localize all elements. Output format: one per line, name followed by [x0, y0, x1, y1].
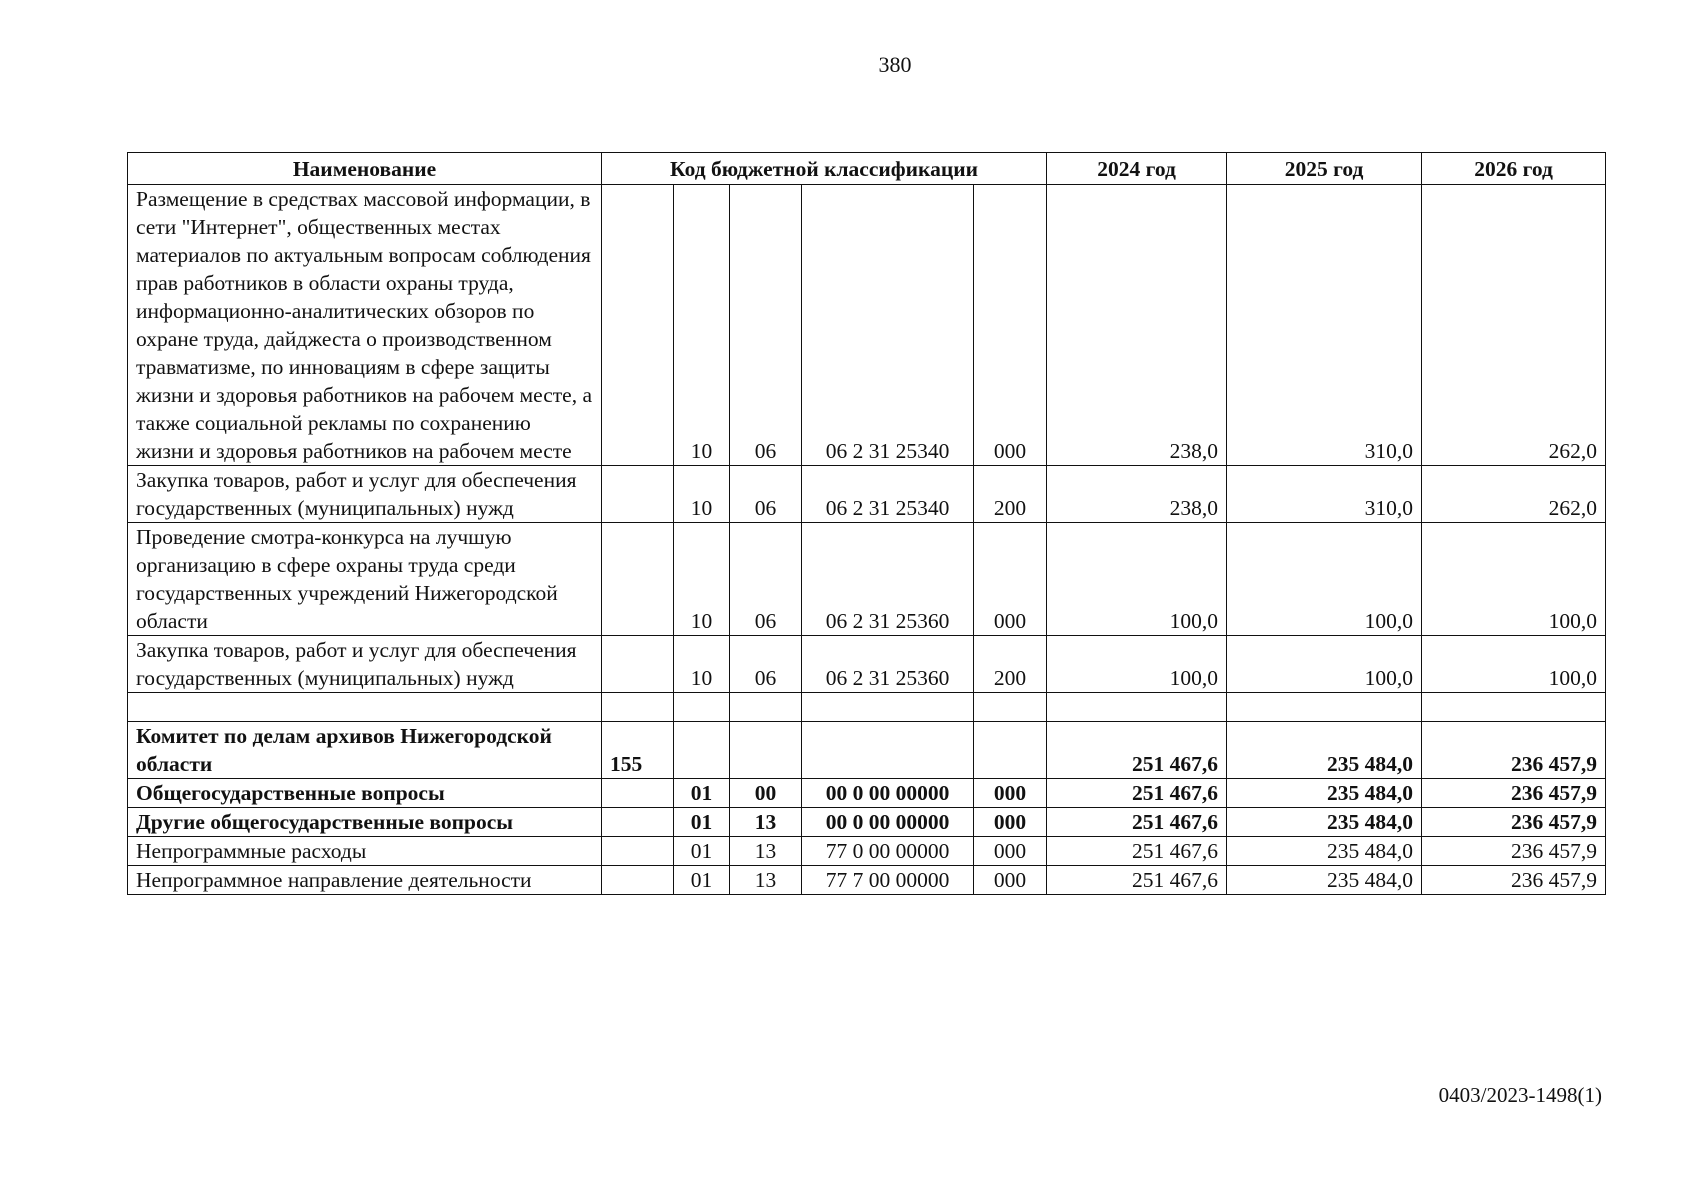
- cell-name: Другие общегосударственные вопросы: [128, 808, 602, 837]
- cell-subsection: 13: [730, 808, 802, 837]
- cell-grbs: [602, 779, 674, 808]
- cell-subsection: 06: [730, 185, 802, 466]
- table-body: [128, 185, 1606, 895]
- table-row: [128, 722, 1606, 779]
- cell-name: [128, 693, 602, 722]
- cell-subsection: 06: [730, 523, 802, 636]
- cell-2025: 235 484,0: [1227, 866, 1422, 895]
- cell-section: 01: [674, 837, 730, 866]
- cell-2026: 262,0: [1422, 466, 1606, 523]
- cell-expense-type: 200: [974, 636, 1047, 693]
- cell-2026: 236 457,9: [1422, 866, 1606, 895]
- cell-section: 01: [674, 866, 730, 895]
- cell-2025: 100,0: [1227, 636, 1422, 693]
- page-number: 380: [878, 52, 912, 77]
- cell-name: Комитет по делам архивов Нижегородской области: [128, 722, 602, 779]
- cell-section: [674, 693, 730, 722]
- cell-subsection: [730, 693, 802, 722]
- cell-subsection: 13: [730, 837, 802, 866]
- cell-name: Закупка товаров, работ и услуг для обеспечения государственных (муниципальных) нужд: [128, 636, 602, 693]
- cell-name: Непрограммное направление деятельности: [128, 866, 602, 895]
- cell-target-article: 77 0 00 00000: [802, 837, 974, 866]
- table-row: [128, 693, 1606, 722]
- cell-grbs: [602, 866, 674, 895]
- cell-expense-type: 000: [974, 837, 1047, 866]
- cell-name: Размещение в средствах массовой информации, в сети "Интернет", общественных местах материалов по актуальным вопросам соблюдения прав работников в области охраны труда, информационно-аналитических обзоров по охране труда, дайджеста о производственном травматизме, по инновациям в сфере защиты жизни и здоровья работников на рабочем месте, а также социальной рекламы по сохранению жизни и здоровья работников на рабочем месте: [128, 185, 602, 466]
- cell-expense-type: 000: [974, 779, 1047, 808]
- cell-name: Общегосударственные вопросы: [128, 779, 602, 808]
- cell-target-article: 00 0 00 00000: [802, 779, 974, 808]
- cell-2026: 262,0: [1422, 185, 1606, 466]
- cell-section: 01: [674, 808, 730, 837]
- cell-subsection: [730, 722, 802, 779]
- cell-2025: 100,0: [1227, 523, 1422, 636]
- cell-2025: 235 484,0: [1227, 808, 1422, 837]
- cell-target-article: [802, 693, 974, 722]
- cell-grbs: [602, 185, 674, 466]
- cell-2024: 251 467,6: [1047, 722, 1227, 779]
- header-2025: 2025 год: [1227, 153, 1422, 185]
- cell-2024: 100,0: [1047, 636, 1227, 693]
- cell-grbs: [602, 466, 674, 523]
- table-row: [128, 466, 1606, 523]
- cell-2026: 100,0: [1422, 523, 1606, 636]
- cell-grbs: [602, 523, 674, 636]
- cell-grbs: [602, 636, 674, 693]
- cell-name: Закупка товаров, работ и услуг для обеспечения государственных (муниципальных) нужд: [128, 466, 602, 523]
- cell-2024: 238,0: [1047, 185, 1227, 466]
- cell-2025: 310,0: [1227, 466, 1422, 523]
- cell-2024: 251 467,6: [1047, 837, 1227, 866]
- cell-target-article: 06 2 31 25340: [802, 466, 974, 523]
- cell-2024: 251 467,6: [1047, 866, 1227, 895]
- budget-table: [127, 152, 1606, 895]
- cell-subsection: 06: [730, 466, 802, 523]
- cell-subsection: 00: [730, 779, 802, 808]
- cell-2026: [1422, 693, 1606, 722]
- cell-grbs: 155: [602, 722, 674, 779]
- cell-target-article: 06 2 31 25360: [802, 636, 974, 693]
- cell-target-article: 77 7 00 00000: [802, 866, 974, 895]
- cell-target-article: 06 2 31 25360: [802, 523, 974, 636]
- table-row: [128, 779, 1606, 808]
- cell-2024: 100,0: [1047, 523, 1227, 636]
- table-row: [128, 636, 1606, 693]
- cell-expense-type: 200: [974, 466, 1047, 523]
- cell-2024: [1047, 693, 1227, 722]
- cell-name: Непрограммные расходы: [128, 837, 602, 866]
- cell-expense-type: 000: [974, 185, 1047, 466]
- cell-section: [674, 722, 730, 779]
- cell-section: 10: [674, 466, 730, 523]
- cell-2025: 235 484,0: [1227, 722, 1422, 779]
- header-2026: 2026 год: [1422, 153, 1606, 185]
- cell-subsection: 13: [730, 866, 802, 895]
- table-row: [128, 837, 1606, 866]
- cell-section: 01: [674, 779, 730, 808]
- cell-2025: [1227, 693, 1422, 722]
- cell-name: Проведение смотра-конкурса на лучшую организацию в сфере охраны труда среди государственных учреждений Нижегородской области: [128, 523, 602, 636]
- header-2024: 2024 год: [1047, 153, 1227, 185]
- cell-2026: 236 457,9: [1422, 808, 1606, 837]
- cell-2024: 251 467,6: [1047, 779, 1227, 808]
- cell-section: 10: [674, 636, 730, 693]
- document-code: 0403/2023-1498(1): [1438, 1083, 1602, 1107]
- cell-2024: 251 467,6: [1047, 808, 1227, 837]
- cell-expense-type: 000: [974, 866, 1047, 895]
- cell-grbs: [602, 808, 674, 837]
- table-row: [128, 523, 1606, 636]
- cell-section: 10: [674, 523, 730, 636]
- cell-2026: 100,0: [1422, 636, 1606, 693]
- cell-section: 10: [674, 185, 730, 466]
- cell-target-article: 00 0 00 00000: [802, 808, 974, 837]
- cell-expense-type: [974, 693, 1047, 722]
- header-name: Наименование: [128, 153, 602, 185]
- cell-2025: 235 484,0: [1227, 779, 1422, 808]
- cell-expense-type: 000: [974, 808, 1047, 837]
- cell-2024: 238,0: [1047, 466, 1227, 523]
- table-row: [128, 866, 1606, 895]
- table-header-row: [128, 153, 1606, 185]
- cell-subsection: 06: [730, 636, 802, 693]
- cell-expense-type: [974, 722, 1047, 779]
- cell-2026: 236 457,9: [1422, 722, 1606, 779]
- table-row: [128, 185, 1606, 466]
- cell-target-article: [802, 722, 974, 779]
- cell-grbs: [602, 837, 674, 866]
- cell-2026: 236 457,9: [1422, 779, 1606, 808]
- cell-target-article: 06 2 31 25340: [802, 185, 974, 466]
- cell-2026: 236 457,9: [1422, 837, 1606, 866]
- table-row: [128, 808, 1606, 837]
- cell-2025: 235 484,0: [1227, 837, 1422, 866]
- header-budget-code: Код бюджетной классификации: [602, 153, 1047, 185]
- cell-2025: 310,0: [1227, 185, 1422, 466]
- cell-expense-type: 000: [974, 523, 1047, 636]
- cell-grbs: [602, 693, 674, 722]
